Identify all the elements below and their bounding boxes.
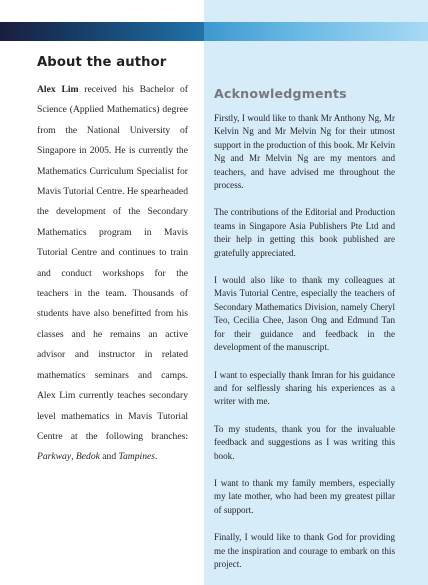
sentence-end: . [154,451,158,463]
ack-paragraph: To my students, thank you for the invaluable feedback and suggestions as I was writing this book. [214,423,395,461]
header-gradient-bar-right [204,22,428,41]
branch-bedok: Bedok [75,451,100,463]
acknowledgments-section [214,86,395,579]
ack-paragraph: The contributions of the Editorial and Production teams in Singapore Asia Publishers Pte Ltd and their help in getting this book published are gratefully appreciated. [214,207,395,258]
ack-paragraph: I want to thank my family members, especially my late mother, who had been my greatest pillar of support. [214,477,395,515]
about-author-body: received his Bachelor of Science (Applied Mathematics) degree from the National University of Singapore in 2005. He is currently the Mathematics Curriculum Specialist for Mavis Tutorial Centre. He spearheaded the development of the Secondary Mathematics program in Mavis Tutorial Centre and continues to train and conduct workshops for the teachers in the team. Thousands of students have also benefitted from his classes and he remains an active advisor and instructor in related mathematics seminars and camps. Alex Lim currently teaches secondary level mathematics in Mavis Tutorial Centre at the following branches: [37,84,188,442]
about-author-section [37,55,188,468]
ack-paragraph: I want to especially thank Imran for his guidance and for selflessly sharing his experiences as a writer with me. [214,369,395,407]
about-author-text [37,80,188,468]
branch-tampines: Tampines [118,451,155,463]
author-name: Alex Lim [37,84,79,95]
ack-paragraph: Finally, I would like to thank God for providing me the inspiration and courage to embark on this project. [214,532,395,569]
acknowledgments-heading: Acknowledgments [214,86,347,101]
ack-paragraph: Firstly, I would like to thank Mr Anthony Ng, Mr Kelvin Ng and Mr Melvin Ng for their utmost support in the production of this book. Mr Kelvin Ng and Mr Melvin Ng are my mentors and teachers, and have advised me throughout the process. [214,113,395,191]
about-author-heading: About the author [37,55,167,70]
separator: , [71,451,76,463]
ack-paragraph: I would also like to thank my colleagues at Mavis Tutorial Centre, especially the teachers of Secondary Mathematics Division, namely Cheryl Teo, Cecilia Chee, Jason Ong and Edmund Tan for their guidance and feedback in the development of the manuscript. [214,275,395,353]
branch-parkway: Parkway [37,451,72,463]
separator: and [99,451,119,463]
